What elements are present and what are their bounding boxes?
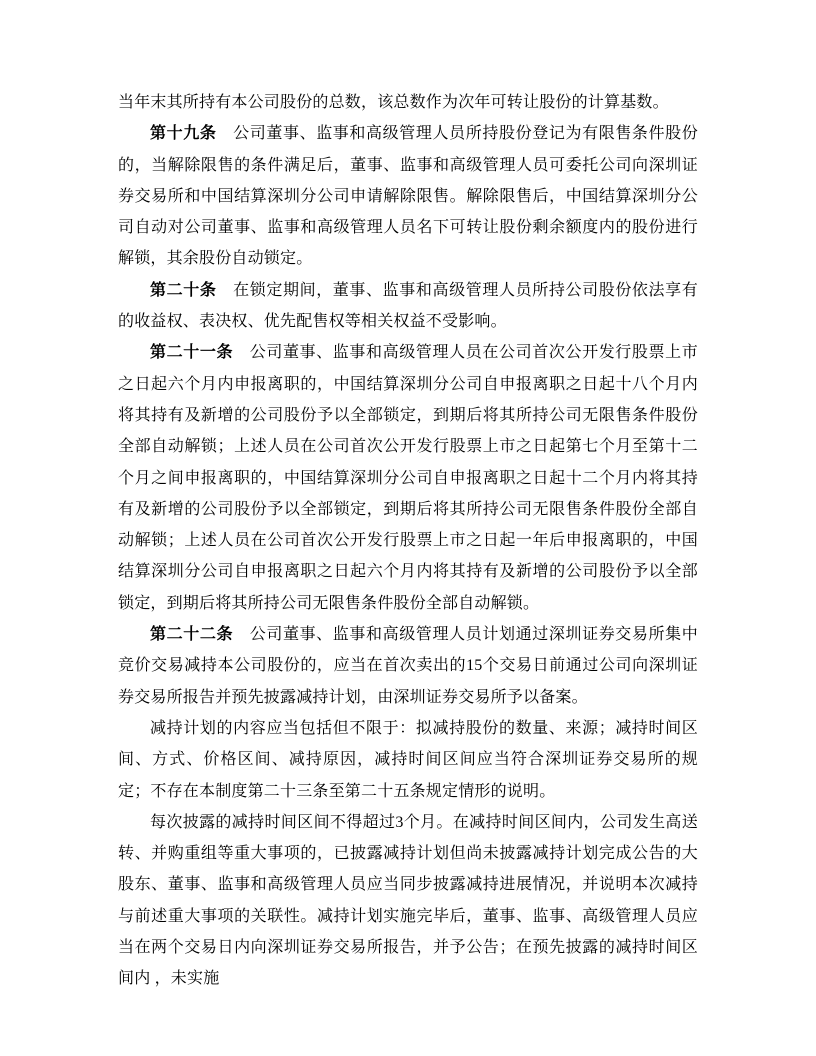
paragraph-text: 公司董事、监事和高级管理人员在公司首次公开发行股票上市之日起六个月内申报离职的，中国结算深圳分公司自申报离职之日起十八个月内将其持有及新增的公司股份予以全部锁定，到期后将其所持公司无限售条件股份全部自动解锁；上述人员在公司首次公开发行股票上市之日起第七个月至第十二个月之间申报离职的，中国结算深圳分公司自申报离职之日起十二个月内将其持有及新增的公司股份予以全部锁定，到期后将其所持公司无限售条件股份全部自动解锁；上述人员在公司首次公开发行股票上市之日起一年后申报离职的，中国结算深圳分公司自申报离职之日起六个月内将其持有及新增的公司股份予以全部锁定，到期后将其所持公司无限售条件股份全部自动解锁。	[118, 344, 698, 612]
paragraph	[118, 619, 698, 713]
paragraph-text: 当年末其所持有本公司股份的总数，该总数作为次年可转让股份的计算基数。	[118, 94, 669, 111]
paragraph-text: 公司董事、监事和高级管理人员所持股份登记为有限售条件股份的，当解除限售的条件满足后，董事、监事和高级管理人员可委托公司向深圳证券交易所和中国结算深圳分公司申请解除限售。解除限售后，中国结算深圳分公司自动对公司董事、监事和高级管理人员名下可转让股份剩余额度内的股份进行解锁，其余股份自动锁定。	[118, 125, 698, 268]
article-number: 第十九条	[150, 125, 217, 143]
article-number: 第二十条	[150, 281, 217, 299]
paragraph	[118, 713, 698, 807]
document-content	[118, 87, 698, 995]
paragraph-text: 减持计划的内容应当包括但不限于：拟减持股份的数量、来源；减持时间区间、方式、价格区间、减持原因，减持时间区间应当符合深圳证券交易所的规定；不存在本制度第二十三条至第二十五条规定情形的说明。	[118, 719, 698, 800]
paragraph-text: 公司董事、监事和高级管理人员计划通过深圳证券交易所集中竞价交易减持本公司股份的，应当在首次卖出的15个交易日前通过公司向深圳证券交易所报告并预先披露减持计划，由深圳证券交易所予以备案。	[118, 626, 698, 706]
paragraph-text: 在锁定期间，董事、监事和高级管理人员所持公司股份依法享有的收益权、表决权、优先配售权等相关权益不受影响。	[118, 281, 698, 331]
paragraph	[118, 118, 698, 274]
paragraph	[118, 807, 698, 995]
article-number: 第二十二条	[150, 626, 234, 644]
paragraph	[118, 87, 698, 118]
article-number: 第二十一条	[150, 344, 234, 362]
paragraph	[118, 337, 698, 619]
paragraph	[118, 275, 698, 338]
paragraph-text: 每次披露的减持时间区间不得超过3个月。在减持时间区间内，公司发生高送转、并购重组等重大事项的，已披露减持计划但尚未披露减持计划完成公告的大股东、董事、监事和高级管理人员应当同步披露减持进展情况，并说明本次减持与前述重大事项的关联性。减持计划实施完毕后，董事、监事、高级管理人员应当在两个交易日内向深圳证券交易所报告，并予公告；在预先披露的减持时间区间内 ，未实施	[118, 813, 698, 988]
